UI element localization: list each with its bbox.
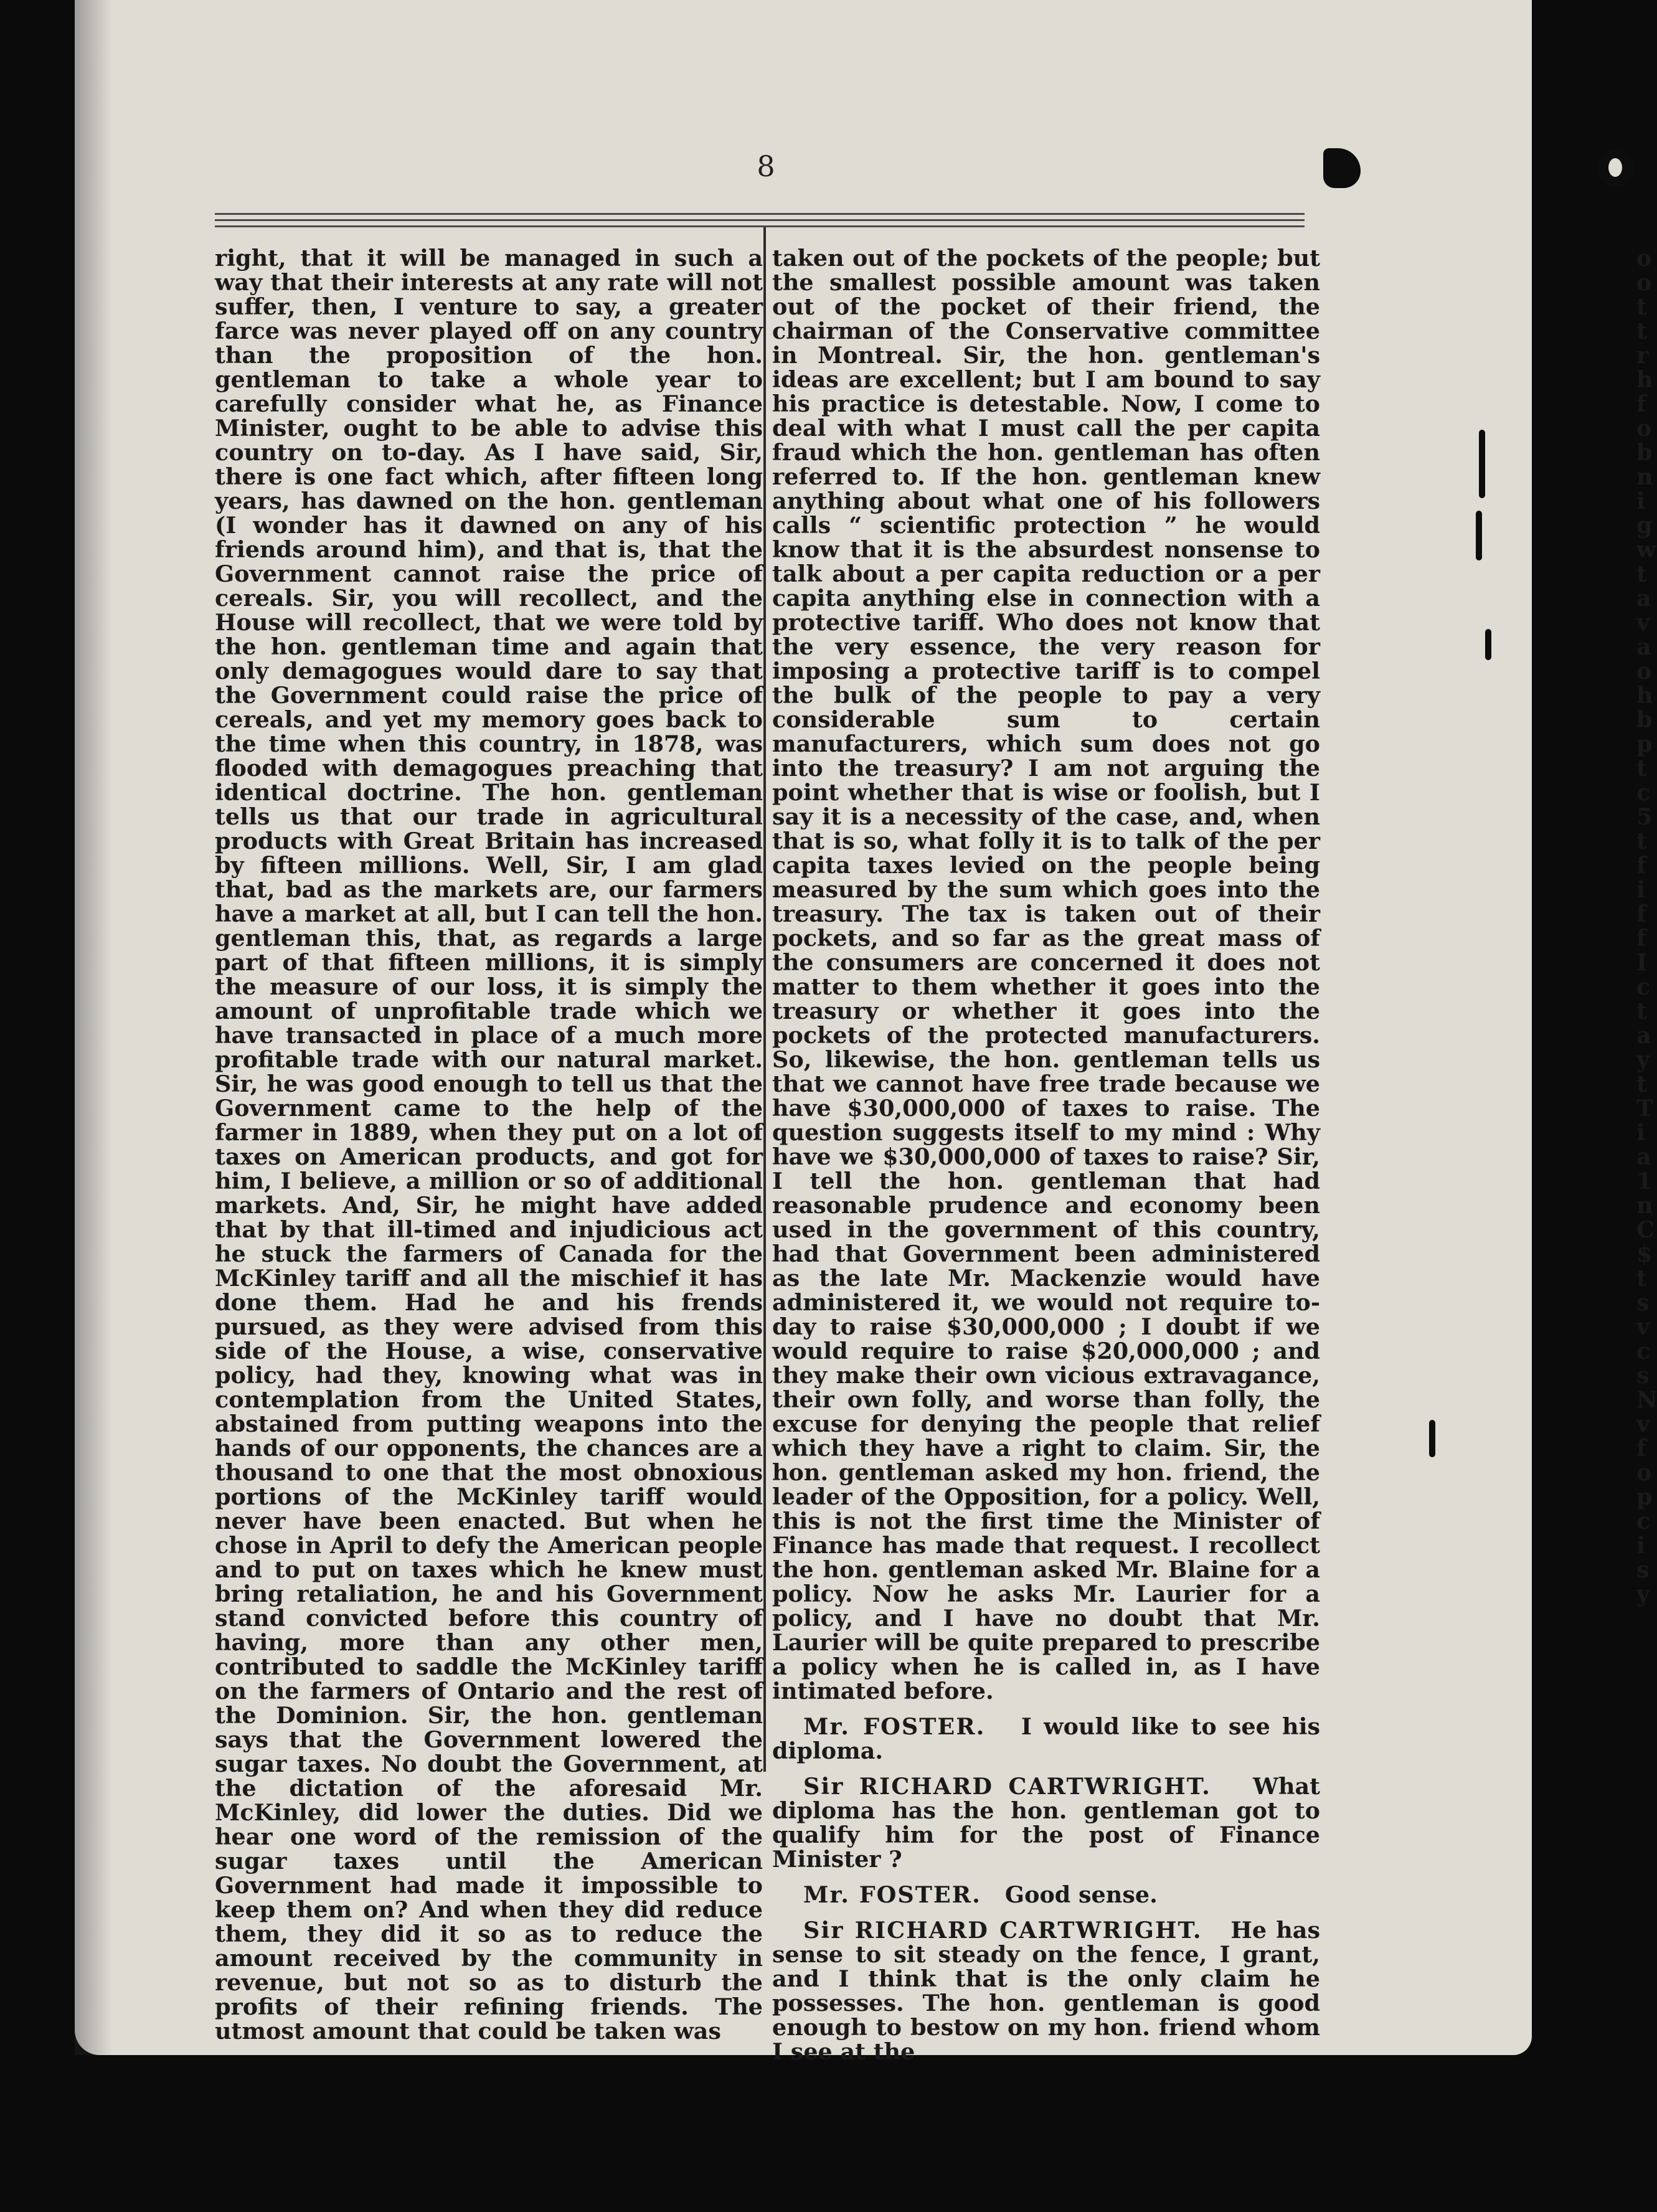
facing-page-edge-letter: c <box>1636 1338 1651 1364</box>
facing-page-edge-letter: t <box>1636 755 1647 782</box>
facing-page-edge-letter: a <box>1636 1022 1651 1049</box>
spine-mark <box>1485 629 1491 660</box>
facing-page-edge-letter: f <box>1636 900 1646 927</box>
facing-page-edge-letter: 1 <box>1636 1168 1653 1194</box>
header-rule <box>215 225 1305 227</box>
facing-page-edge-letter: i <box>1636 1532 1645 1559</box>
speech-text: Good sense. <box>1004 1881 1158 1908</box>
facing-page-edge-letter: y <box>1636 1046 1650 1073</box>
facing-page-edge-letter: y <box>1636 1581 1650 1607</box>
spine-mark <box>1479 430 1485 498</box>
speaker-name: Sir RICHARD CARTWRIGHT. <box>803 1917 1202 1944</box>
facing-page-edge-letter: b <box>1636 439 1653 466</box>
facing-page-edge-letter: t <box>1636 1265 1647 1292</box>
facing-page-edge-letter: w <box>1636 536 1656 563</box>
facing-page-edge-letter: h <box>1636 682 1653 709</box>
speech-paragraph <box>772 1714 1320 1763</box>
facing-page-edge-letter: r <box>1636 342 1649 369</box>
facing-page-edge-letter: p <box>1636 730 1653 757</box>
facing-page-edge-letter: 5 <box>1636 803 1653 830</box>
facing-page-edge-letter: I <box>1636 949 1648 976</box>
facing-page-edge-letter: $ <box>1636 1241 1653 1267</box>
facing-page-edge-letter: t <box>1636 1071 1647 1097</box>
speech-text: What diploma has the hon. gentleman got to qualify him for the post of Finance Minister ? <box>772 1773 1321 1873</box>
facing-page-edge-letter: i <box>1636 876 1645 903</box>
facing-page-edge-letter: o <box>1636 658 1652 684</box>
facing-page-edge-letter: o <box>1636 269 1652 296</box>
facing-page-edge-letter: c <box>1636 973 1651 1000</box>
facing-page-blot-mark <box>1597 149 1635 187</box>
spine-mark <box>1476 511 1482 560</box>
column-divider <box>763 227 766 1772</box>
facing-page-edge-letter: i <box>1636 1119 1645 1146</box>
speaker-name: Mr. FOSTER. <box>803 1713 986 1740</box>
facing-page-edge-letter: f <box>1636 852 1646 879</box>
left-column <box>215 246 763 2043</box>
facing-page-edge-letter: b <box>1636 706 1653 733</box>
speaker-name: Mr. FOSTER. <box>803 1881 981 1908</box>
facing-page-edge-letter: c <box>1636 779 1651 806</box>
facing-page-edge-letter: t <box>1636 828 1647 854</box>
facing-page-edge-letter: g <box>1636 512 1653 539</box>
facing-page-edge-letter: f <box>1636 1435 1646 1462</box>
facing-page-edge-letter: a <box>1636 585 1651 612</box>
facing-page-edge-letter: h <box>1636 366 1653 393</box>
facing-page-edge-letter: v <box>1636 1313 1650 1340</box>
header-rule <box>215 213 1305 215</box>
speech-paragraph <box>772 1918 1320 2064</box>
page-number: 8 <box>757 149 775 183</box>
spine-mark <box>1429 1420 1435 1457</box>
speech-text: He has sense to sit steady on the fence, I grant, and I think that is the only claim he possesses. The hon. gentleman is good enough to bestow on my hon. friend whom I see at the <box>772 1917 1321 2065</box>
facing-page-edge-letter: p <box>1636 1483 1653 1510</box>
speaker-name: Sir RICHARD CARTWRIGHT. <box>803 1773 1211 1800</box>
facing-page-edge-letter: v <box>1636 1411 1650 1437</box>
facing-page-edge-letter: s <box>1636 1289 1650 1316</box>
facing-page-edge-text <box>1636 245 1657 1607</box>
facing-page-edge-letter: s <box>1636 1362 1650 1389</box>
right-column <box>772 246 1320 2064</box>
facing-page-edge-letter: n <box>1636 1192 1653 1219</box>
facing-page-edge-letter: a <box>1636 1143 1651 1170</box>
facing-page-edge-letter: f <box>1636 925 1646 952</box>
facing-page-edge-letter: T <box>1636 1095 1654 1122</box>
facing-page-edge-letter: f <box>1636 390 1646 417</box>
right-column-continuation: taken out of the pockets of the people; but the smallest possible amount was taken out of the pocket of their friend, the chairman of the Conservative committee in Montreal. Sir, the hon. gentleman's ideas are excellent; but I am bound to say his practice is detestable. Now, I come to deal with what I must call the per capita fraud which the hon. gentleman has often referred to. If the hon. gentleman knew anything about what one of his followers calls “ scientific protection ” he would know that it is the absurdest nonsense to talk about a per capita reduction or a per capita anything else in connection with a protective tariff. Who does not know that the very essence, the very reason for imposing a protective tariff is to compel the bulk of the people to pay a very considerable sum to certain manufacturers, which sum does not go into the treasury? I am not arguing the point whether that is wise or foolish, but I say it is a necessity of the case, and, when that is so, what folly it is to talk of the per capita taxes levied on the people being measured by the sum which goes into the treasury. The tax is taken out of their pockets, and so far as the great mass of the consumers are concerned it does not matter to them whether it goes into the treasury or whether it goes into the pockets of the protected manufacturers. So, likewise, the hon. gentleman tells us that we cannot have free trade because we have $30,000,000 of taxes to raise. The question suggests itself to my mind : Why have we $30,000,000 of taxes to raise? Sir, I tell the hon. gentleman that had reasonable prudence and economy been used in the government of this country, had that Government been administered as the late Mr. Mackenzie would have administered it, we would not require to-day to raise $30,000,000 ; I doubt if we would require to raise $20,000,000 ; and they make their own vicious extravagance, their own folly, and worse than folly, the excuse for denying the people that relief which they have a right to claim. Sir, the hon. gentleman asked my hon. friend, the leader of the Opposition, for a policy. Well, this is not the first time the Minister of Finance has made that request. I recollect the hon. gentleman asked Mr. Blaine for a policy. Now he asks Mr. Laurier for a policy, and I have no doubt that Mr. Laurier will be quite prepared to prescribe a policy when he is called in, as I have intimated before. <box>772 245 1320 1704</box>
facing-page-edge-letter: s <box>1636 1556 1650 1583</box>
facing-page-edge-letter: t <box>1636 318 1647 344</box>
facing-page-edge-letter: i <box>1636 488 1645 514</box>
facing-page-edge-letter: t <box>1636 293 1647 320</box>
facing-page-edge-letter: o <box>1636 1459 1652 1486</box>
facing-page-edge-letter: v <box>1636 609 1650 636</box>
header-rule <box>215 219 1305 221</box>
binding-shadow <box>75 0 112 2055</box>
facing-page-edge-letter: n <box>1636 463 1653 490</box>
facing-page-edge-letter: o <box>1636 415 1652 442</box>
speech-paragraph <box>772 1883 1320 1907</box>
facing-page-edge-letter: a <box>1636 633 1651 660</box>
facing-page-edge-letter: t <box>1636 560 1647 587</box>
speech-paragraph <box>772 1774 1320 1871</box>
facing-page-edge-letter: t <box>1636 998 1647 1024</box>
speech-text: I would like to see his diploma. <box>772 1713 1321 1764</box>
left-column-text: right, that it will be managed in such a way that their interests at any rate will not suffer, then, I venture to say, a greater farce was never played off on any country than the proposition of the hon. gentleman to take a whole year to carefully consider what he, as Finance Minister, ought to be able to advise this country on to-day. As I have said, Sir, there is one fact which, after fifteen long years, has dawned on the hon. gentleman (I wonder has it dawned on any of his friends around him), and that is, that the Government cannot raise the price of cereals. Sir, you will recollect, and the House will recollect, that we were told by the hon. gentleman time and again that only demagogues would dare to say that the Government could raise the price of cereals, and yet my memory goes back to the time when this country, in 1878, was flooded with demagogues preaching that identical doctrine. The hon. gentleman tells us that our trade in agricultural products with Great Britain has increased by fifteen millions. Well, Sir, I am glad that, bad as the markets are, our farmers have a market at all, but I can tell the hon. gentleman this, that, as regards a large part of that fifteen millions, it is simply the measure of our loss, it is simply the amount of unprofitable trade which we have transacted in place of a much more profitable trade with our natural market. Sir, he was good enough to tell us that the Government came to the help of the farmer in 1889, when they put on a lot of taxes on American products, and got for him, I believe, a million or so of additional markets. And, Sir, he might have added that by that ill-timed and injudicious act he stuck the farmers of Canada for the McKinley tariff and all the mischief it has done them. Had he and his frends pursued, as they were advised from this side of the House, a wise, conservative policy, had they, knowing what was in contemplation from the United States, abstained from putting weapons into the hands of our opponents, the chances are a thousand to one that the most obnoxious portions of the McKinley tariff would never have been enacted. But when he chose in April to defy the American people and to put on taxes which he knew must bring retaliation, he and his Government stand convicted before this country of having, more than any other men, contributed to saddle the McKinley tariff on the farmers of Ontario and the rest of the Dominion. Sir, the hon. gentleman says that the Government lowered the sugar taxes. No doubt the Government, at the dictation of the aforesaid Mr. McKinley, did lower the duties. Did we hear one word of the remission of the sugar taxes until the American Government had made it impossible to keep them on? And when they did reduce them, they did it so as to reduce the amount received by the community in revenue, but not so as to disturb the profits of their refining friends. The utmost amount that could be taken was <box>215 245 763 2044</box>
facing-page-edge-letter: C <box>1636 1216 1655 1243</box>
facing-page-edge-letter: N <box>1636 1386 1657 1413</box>
facing-page-edge-letter: c <box>1636 1508 1651 1534</box>
facing-page-edge-letter: o <box>1636 245 1652 272</box>
